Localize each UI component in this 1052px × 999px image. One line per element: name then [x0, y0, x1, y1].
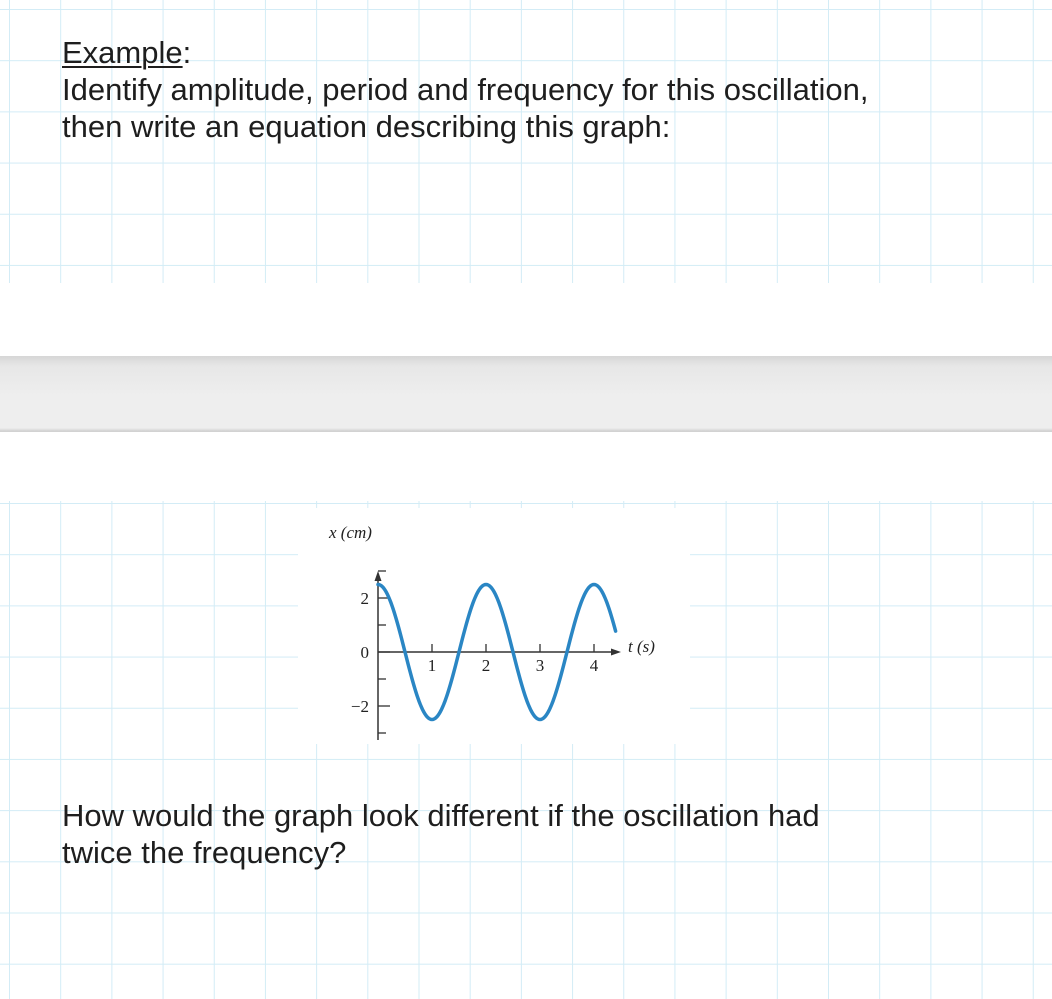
x-tick-label: 1 [427, 656, 437, 675]
y-tick-label: 2 [360, 589, 369, 608]
notebook-page-top [0, 0, 1052, 283]
followup-line-2: twice the frequency? [62, 835, 347, 870]
x-axis-arrow [611, 649, 621, 656]
y-axis-arrow [375, 571, 382, 581]
page-separator [0, 356, 1052, 432]
x-tick-label: 2 [481, 656, 491, 675]
page-gap-2 [0, 432, 1052, 501]
y-axis-label: x (cm) [329, 523, 372, 542]
example-heading: Example [62, 35, 183, 70]
example-text-block [62, 34, 868, 145]
page-gap [0, 283, 1052, 356]
x-tick-label: 3 [535, 656, 545, 675]
followup-line-1: How would the graph look different if the oscillation had [62, 798, 820, 833]
oscillation-chart-svg [298, 508, 690, 744]
oscillation-graph [298, 508, 690, 744]
question-line-2: then write an equation describing this graph: [62, 109, 671, 144]
y-tick-label: −2 [350, 697, 369, 716]
question-line-1: Identify amplitude, period and frequency for this oscillation, [62, 72, 869, 107]
followup-text-block [62, 797, 820, 871]
example-heading-line [62, 34, 868, 71]
y-tick-label: 0 [360, 643, 369, 662]
y-axis-ticks [351, 571, 390, 733]
example-heading-colon: : [182, 35, 192, 70]
x-tick-label: 4 [589, 656, 599, 675]
x-axis-label: t (s) [628, 637, 655, 656]
